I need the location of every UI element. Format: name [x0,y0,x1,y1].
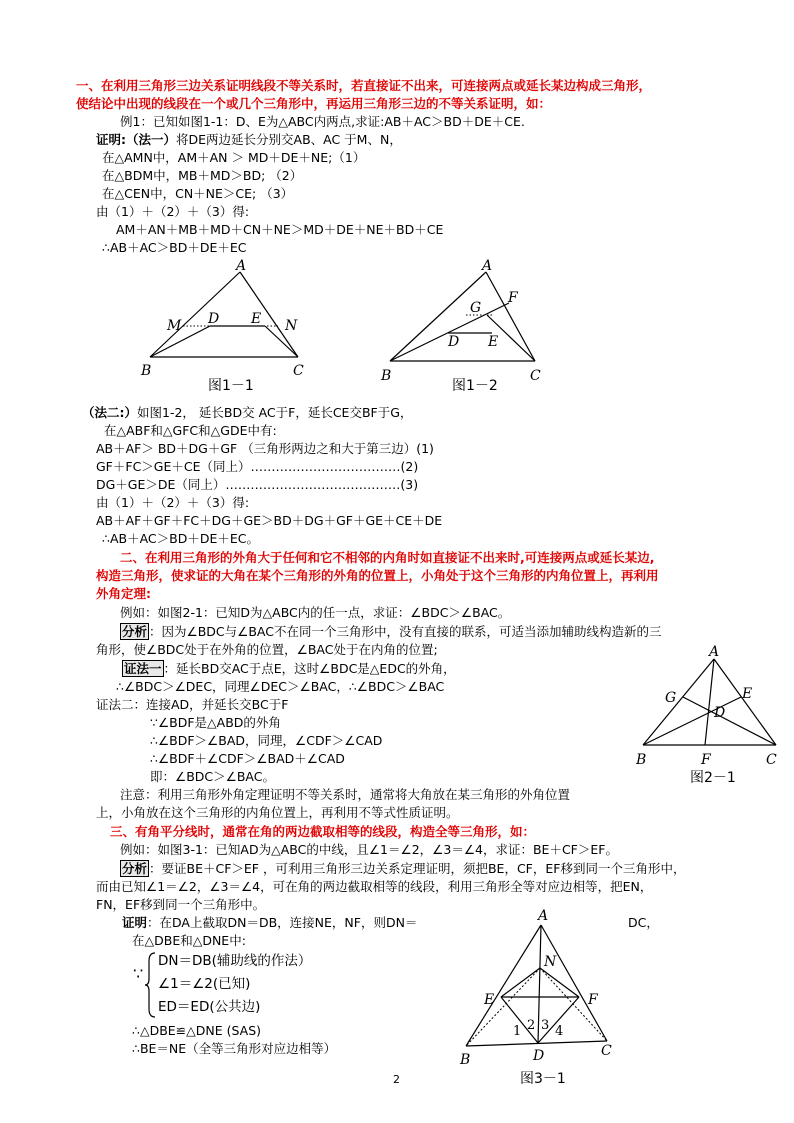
fig2-1-label-D: D [714,705,726,721]
proof2-method2-step3: ∴∠BDF＋∠CDF＞∠BAD＋∠CAD [150,751,345,766]
fig3-1-angle-2: 2 [527,1018,536,1033]
proof3-step: ：在DA上截取DN＝DB，连接NE，NF，则DN＝ [147,915,418,930]
section2-heading-line1: 二、在利用三角形的外角大于任何和它不相邻的内角时如直接证不出来时,可连接两点或延长某边, [120,550,655,565]
analysis2-line2: 角形，使∠BDC处于在外角的位置，∠BAC处于在内角的位置; [96,642,438,657]
fig2-1-label-G: G [665,690,677,706]
method2-step-1: AB＋AF＞ BD＋DG＋GF （三角形两边之和大于第三边）(1) [96,441,434,456]
proof2-method1-step: ：延长BD交AC于点E，这时∠BDC是△EDC的外角， [163,661,456,676]
fig1-2-label-B: B [381,368,392,384]
method2-sum-line: 由（1）＋（2）＋（3）得: [96,495,250,510]
section3-heading: 三、有角平分线时，通常在角的两边截取相等的线段，构造全等三角形，如： [110,824,536,839]
fig1-1-label-D: D [208,311,220,327]
section1-heading-line2: 使结论中出现的线段在一个或几个三角形中，再运用三角形三边的不等关系证明，如： [76,96,552,111]
fig3-1-label-F: F [588,992,598,1008]
fig1-1-label-M: M [167,318,182,334]
fig2-1-label-C: C [766,752,777,768]
example1-statement: 例1：已知如图1-1：D、E为△ABC内两点,求证:AB＋AC＞BD＋DE＋CE. [120,114,525,129]
proof-conclusion: ∴AB＋AC＞BD＋DE＋EC [102,240,247,255]
proof2-method2-step1: ∵∠BDF是△ABD的外角 [150,715,281,730]
page-number: 2 [393,1073,400,1086]
fig1-2-label-C: C [530,368,541,384]
figure-2-1 [630,640,790,788]
proof3-line1 [122,914,417,932]
fig1-1-label-C: C [293,363,304,379]
fig1-2-label-D: D [448,334,460,350]
analysis2-line1 [120,623,662,641]
proof-method1-step: 将DE两边延长分别交AB、AC 于M、N， [176,132,402,147]
proof-step-1: 在△AMN中，AM＋AN ＞ MD＋DE＋NE;（1） [102,150,366,165]
analysis3-label: 分析 [122,861,148,876]
fig3-1-label-A: A [538,908,549,924]
proof-sum-line: 由（1）＋（2）＋（3）得: [96,204,250,219]
fig3-1-label-E: E [484,992,495,1008]
method2-sum-expression: AB＋AF＋GF＋FC＋DG＋GE＞BD＋DG＋GF＋GE＋CE＋DE [96,513,443,528]
fig1-2-caption: 图1－2 [452,378,498,394]
fig2-1-label-A: A [709,644,720,660]
example2-statement: 例如：如图2-1：已知D为△ABC内的任一点，求证：∠BDC＞∠BAC。 [120,605,511,620]
proof3-triangles: 在△DBE和△DNE中: [132,933,246,948]
fig3-1-label-N: N [544,954,557,970]
section2-heading-line3: 外角定理: [96,586,151,601]
brace-condition-3: ED＝ED(公共边) [158,999,261,1015]
method2-conclusion: ∴AB＋AC＞BD＋DE＋EC。 [102,531,259,546]
left-brace [145,951,157,1019]
fig1-1-label-N: N [285,318,298,334]
figure-1-1 [130,258,320,398]
method2-step: 如图1-2， 延长BD交 AC于F，延长CE交BF于G， [137,405,413,420]
proof-step-2: 在△BDM中，MB＋MD＞BD; （2） [102,168,303,183]
fig3-1-label-C: C [601,1043,612,1059]
fig1-1-caption: 图1－1 [208,378,254,394]
brace-condition-1: DN＝DB(辅助线的作法） [158,953,312,969]
proof2-method2-conclusion: 即：∠BDC＞∠BAC。 [150,769,275,784]
example3-statement: 例如：如图3-1：已知AD为△ABC的中线，且∠1＝∠2，∠3＝∠4，求证：BE＋CF＞EF。 [120,842,618,857]
section2-heading-line2: 构造三角形，使求证的大角在某个三角形的外角的位置上，小角处于这个三角形的内角位置上，再利用 [96,568,659,583]
proof3-line1-end: DC， [628,915,659,930]
proof-method1-label: 证明:（法一） [96,132,176,147]
fig1-2-label-F: F [508,290,518,306]
fig1-1-label-B: B [141,363,152,379]
note-line2: 上，小角放在这个三角形的内角位置上，再利用不等式性质证明。 [96,805,459,820]
proof3-congruence: ∴△DBE≌△DNE (SAS) [132,1023,262,1038]
analysis2-text: ：因为∠BDC与∠BAC不在同一个三角形中，没有直接的联系，可适当添加辅助线构造新的三 [149,624,662,639]
method2-line [82,404,412,422]
fig1-2-label-G: G [470,300,482,316]
analysis3-line2: 而由已知∠1＝∠2，∠3＝∠4，可在角的两边截取相等的线段，利用三角形全等对应边相等，把EN， [96,879,653,894]
brace-condition-2: ∠1＝∠2(已知) [158,976,251,992]
fig1-2-label-A: A [482,258,493,274]
proof2-method2-line: 证法二：连接AD，并延长交BC于F [96,697,289,712]
analysis3-line3: FN，EF移到同一个三角形中。 [96,897,266,912]
proof-method1-line [96,131,402,149]
proof-sum-expression: AM＋AN＋MB＋MD＋CN＋NE＞MD＋DE＋NE＋BD＋CE [116,222,444,237]
fig3-1-label-D: D [533,1048,545,1064]
analysis3-text: ：要证BE＋CF＞EF ，可利用三角形三边关系定理证明，须把BE，CF，EF移到同一个三角形中， [149,861,686,876]
section1-heading-line1: 一、在利用三角形三边关系证明线段不等关系时，若直接证不出来，可连接两点或延长某边构成三角形， [76,78,652,93]
figure-1-2 [376,258,556,398]
because-symbol: ∵ [133,964,144,983]
figure-3-1 [455,905,625,1091]
proof-step-3: 在△CEN中，CN＋NE＞CE; （3） [102,186,294,201]
proof2-method1-conclusion: ∴∠BDC＞∠DEC，同理∠DEC＞∠BAC，∴∠BDC＞∠BAC [116,679,445,694]
analysis3-line1 [120,860,685,878]
proof3-label: 证明 [122,915,148,930]
note-line1: 注意：利用三角形外角定理证明不等关系时，通常将大角放在某三角形的外角位置 [120,787,571,802]
fig1-1-label-A: A [236,258,247,274]
fig3-1-angle-4: 4 [555,1024,564,1039]
fig3-1-caption: 图3－1 [520,1071,566,1087]
fig2-1-label-E: E [742,686,753,702]
proof2-method1-line [122,660,456,678]
analysis2-label: 分析 [122,624,148,639]
fig3-1-label-B: B [460,1052,471,1068]
proof2-method1-label: 证法一 [124,661,162,676]
fig1-1-label-E: E [251,311,262,327]
proof2-method2-step2: ∴∠BDF＞∠BAD，同理，∠CDF＞∠CAD [150,733,383,748]
fig1-2-label-E: E [488,334,499,350]
fig2-1-label-F: F [701,752,711,768]
fig2-1-caption: 图2－1 [690,770,736,786]
method2-label: （法二:） [82,405,137,420]
method2-triangles: 在△ABF和△GFC和△GDE中有: [104,423,277,438]
method2-step-3: DG＋GE＞DE（同上）……………………………………(3) [96,477,419,492]
method2-step-2: GF＋FC＞GE＋CE（同上）………………………………(2) [96,459,419,474]
proof3-conclusion: ∴BE＝NE（全等三角形对应边相等） [132,1041,337,1056]
fig3-1-angle-1: 1 [513,1024,522,1039]
fig2-1-label-B: B [636,752,647,768]
fig3-1-angle-3: 3 [541,1018,550,1033]
